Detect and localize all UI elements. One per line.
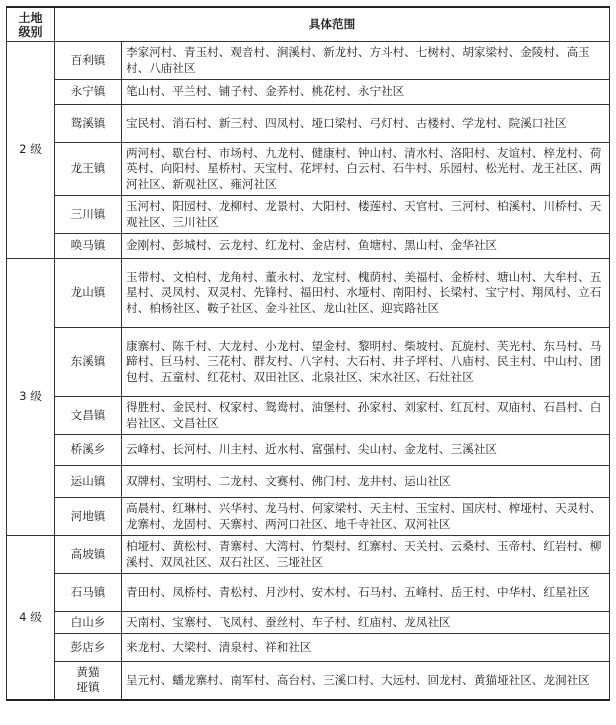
town-cell: 运山镇: [55, 466, 122, 498]
level-cell: 3 级: [7, 259, 55, 536]
town-cell: 石马镇: [55, 574, 122, 612]
scope-cell: 双牌村、宝明村、二龙村、文赛村、佛门村、龙井村、运山社区: [122, 466, 610, 498]
scope-cell: 康寨村、陈千村、大龙村、小龙村、望金村、黎明村、柴坡村、瓦旋村、芙光村、东马村、马蹄村、巨马村、三花村、群友村、八字村、大石村、井子坪村、八庙村、民主村、中山村、团包村、五童村、红花村、双田社区、北泉社区、宋水社区、石灶社区: [122, 328, 610, 397]
scope-cell: 笔山村、平兰村、铺子村、金荞村、桃花村、永宁社区: [122, 80, 610, 105]
table-row: [7, 466, 610, 498]
table-row: [7, 397, 610, 435]
town-cell: 河地镇: [55, 498, 122, 536]
town-cell: 黄猫 垭镇: [55, 662, 122, 700]
table-row: [7, 435, 610, 466]
town-cell: 唤马镇: [55, 234, 122, 259]
header-row: [7, 7, 610, 42]
table-row: [7, 234, 610, 259]
scope-cell: 柏垭村、黄松村、青寨村、大湾村、竹梨村、红寨村、天关村、云桑村、玉帝村、红岩村、柳溪村、双凤社区、双石社区、三垭社区: [122, 536, 610, 574]
town-cell: 百利镇: [55, 42, 122, 80]
level-cell: 4 级: [7, 536, 55, 700]
town-cell: 文昌镇: [55, 397, 122, 435]
header-scope: 具体范围: [55, 7, 610, 42]
scope-cell: 得胜村、金民村、权家村、鸳鸯村、油堡村、孙家村、刘家村、红瓦村、双庙村、石昌村、白岩社区、文昌社区: [122, 397, 610, 435]
table-row: [7, 80, 610, 105]
table-row: [7, 536, 610, 574]
land-level-table: [6, 6, 610, 701]
scope-cell: 青田村、凤桥村、青松村、月沙村、安木村、石马村、五峰村、岳王村、中华村、红星社区: [122, 574, 610, 612]
town-cell: 东溪镇: [55, 328, 122, 397]
header-level: 土地 级别: [7, 7, 55, 42]
scope-cell: 两河村、歇台村、市场村、九龙村、健康村、钟山村、清水村、洛阳村、友谊村、梓龙村、荷英村、向阳村、星桥村、天宝村、花坪村、白云村、石牛村、乐园村、松光村、龙王社区、两河社区、新观社区、雍河社区: [122, 143, 610, 196]
town-cell: 三川镇: [55, 196, 122, 234]
table-row: [7, 196, 610, 234]
scope-cell: 云峰村、长河村、川主村、近水村、富强村、尖山村、金龙村、三溪社区: [122, 435, 610, 466]
scope-cell: 玉河村、阳园村、龙柳村、龙景村、大阳村、楼莲村、天官村、三河村、柏溪村、川桥村、天观社区、三川社区: [122, 196, 610, 234]
town-cell: 龙山镇: [55, 259, 122, 328]
table-row: [7, 612, 610, 634]
town-cell: 高坡镇: [55, 536, 122, 574]
table-row: [7, 498, 610, 536]
scope-cell: 玉带村、文柏村、龙角村、董永村、龙宝村、槐荫村、美福村、金桥村、塘山村、大牟村、五星村、灵凤村、双灵村、先锋村、福田村、水垭村、南阳村、长梁村、宝宁村、翔凤村、立石村、柏杨社区、鞍子社区、金斗社区、龙山社区、迎宾路社区: [122, 259, 610, 328]
table-row: [7, 634, 610, 662]
town-cell: 龙王镇: [55, 143, 122, 196]
town-cell: 白山乡: [55, 612, 122, 634]
scope-cell: 来龙村、大梁村、清泉村、祥和社区: [122, 634, 610, 662]
town-cell: 彭店乡: [55, 634, 122, 662]
table-row: [7, 105, 610, 143]
table-row: [7, 662, 610, 700]
scope-cell: 宝民村、消石村、新三村、四凤村、垭口梁村、弓灯村、古楼村、学龙村、院溪口社区: [122, 105, 610, 143]
table-row: [7, 259, 610, 328]
town-cell: 桥溪乡: [55, 435, 122, 466]
town-cell: 永宁镇: [55, 80, 122, 105]
level-cell: 2 级: [7, 42, 55, 259]
town-cell: 鸳溪镇: [55, 105, 122, 143]
scope-cell: 金刚村、彭城村、云龙村、红龙村、金店村、鱼塘村、黑山村、金华社区: [122, 234, 610, 259]
scope-cell: 呈元村、蟠龙寨村、南军村、高台村、三溪口村、大远村、回龙村、黄猫垭社区、龙洞社区: [122, 662, 610, 700]
table-row: [7, 328, 610, 397]
table-row: [7, 574, 610, 612]
scope-cell: 天南村、宝寨村、飞凤村、蚕丝村、车子村、红庙村、龙凤社区: [122, 612, 610, 634]
scope-cell: 高晨村、红琳村、兴华村、龙马村、何家梁村、天主村、玉宝村、国庆村、榨垭村、天灵村、龙寨村、龙固村、天寨村、两河口社区、地千寺社区、双河社区: [122, 498, 610, 536]
table-row: [7, 143, 610, 196]
scope-cell: 李家河村、青玉村、观音村、涧溪村、新龙村、方斗村、七树村、胡家梁村、金陵村、高玉村、八庙社区: [122, 42, 610, 80]
table-row: [7, 42, 610, 80]
